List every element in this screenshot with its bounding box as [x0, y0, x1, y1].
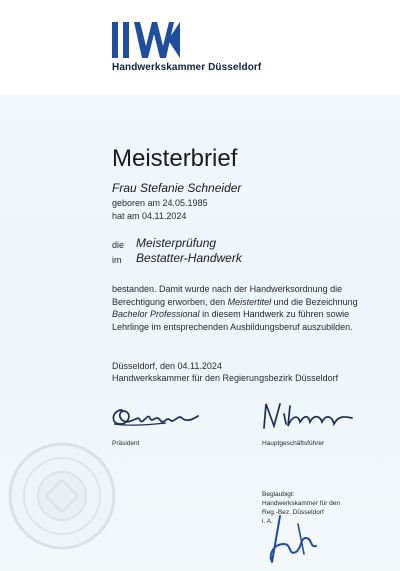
holder-name: Frau Stefanie Schneider: [112, 181, 242, 195]
exam-prefix-im: im: [112, 255, 122, 265]
certification-label: Beglaubigt:: [262, 491, 295, 498]
exam-prefix-die: die: [112, 240, 125, 250]
body-text-part: bestanden. Damit wurde nach der Handwerksordnung die Berechtigung erworben, den: [112, 284, 343, 307]
trade-name: Bestatter-Handwerk: [136, 251, 242, 265]
issuing-chamber: Handwerkskammer für den Regierungsbezirk Düsseldorf: [112, 373, 339, 383]
body-text-part: und die Bezeichnung: [271, 296, 358, 307]
hwk-logo-icon: [112, 22, 180, 58]
exam-type: Meisterprüfung: [136, 236, 217, 250]
certificate-body-text: [112, 283, 374, 333]
exam-date-line: hat am 04.11.2024: [112, 211, 187, 221]
certification-signature-icon: [262, 514, 322, 566]
body-text-part: in diesem Handwerk zu führen sowie Lehrlinge im entsprechenden Ausbildungsberuf auszubilden.: [112, 309, 353, 332]
manager-signature-icon: [258, 400, 356, 432]
certificate-title: Meisterbrief: [112, 145, 238, 172]
master-title-term: Meistertitel: [227, 296, 272, 307]
organization-name: Handwerkskammer Düsseldorf: [112, 62, 262, 73]
manager-label: Hauptgeschäftsführer: [262, 440, 325, 447]
certification-chamber: Handwerkskammer für den: [262, 500, 341, 507]
place-and-date: Düsseldorf, den 04.11.2024: [112, 361, 222, 371]
birth-date-line: geboren am 24.05.1985: [112, 198, 208, 208]
certification-ia: i. A.: [262, 518, 273, 525]
document-header: [0, 0, 400, 95]
certification-region: Reg.-Bez. Düsseldorf: [262, 509, 324, 516]
president-signature-icon: [108, 402, 200, 432]
bachelor-professional-term: Bachelor Professional: [112, 309, 200, 320]
president-label: Präsident: [112, 440, 140, 447]
embossed-seal-icon: [6, 440, 118, 552]
